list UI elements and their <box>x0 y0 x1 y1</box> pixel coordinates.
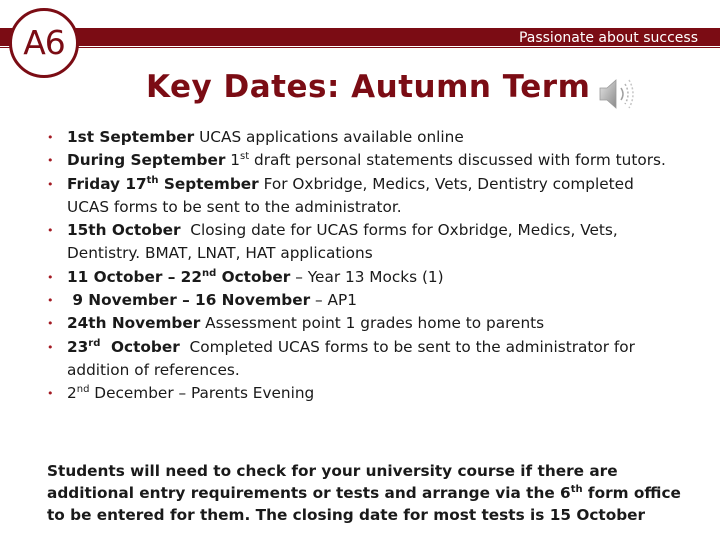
list-item <box>47 173 677 220</box>
header-divider <box>0 47 720 48</box>
date-description: 1 <box>225 151 240 170</box>
date-label: October <box>100 337 180 356</box>
list-item <box>47 126 677 149</box>
bullet-icon: • <box>47 131 54 144</box>
bullet-icon: • <box>47 294 54 308</box>
date-label: 9 November – 16 November <box>67 291 311 310</box>
date-label: 24th November <box>67 314 201 333</box>
bullet-icon: • <box>47 224 54 238</box>
ordinal-suffix: rd <box>88 337 101 349</box>
page-title: Key Dates: Autumn Term <box>146 69 591 105</box>
logo-text: A6 <box>23 23 65 62</box>
ordinal-suffix: nd <box>76 384 90 396</box>
tagline: Passionate about success <box>518 30 698 46</box>
date-label: During September <box>67 151 226 170</box>
date-label: 11 October – 22 <box>67 267 202 286</box>
footer-note <box>47 460 687 526</box>
list-item <box>47 219 677 266</box>
date-label: 23 <box>67 337 89 356</box>
list-item <box>47 336 677 383</box>
date-description: – Year 13 Mocks (1) <box>290 267 444 286</box>
speaker-icon[interactable] <box>598 76 638 112</box>
list-item <box>47 149 677 172</box>
bullet-icon: • <box>47 387 54 401</box>
date-label: Friday 17 <box>67 174 147 193</box>
date-label: October <box>216 267 291 286</box>
footer-text: Students will need to check for your university course if there are additional entry requirements or tests and arrange via the 6 <box>47 462 618 502</box>
list-item <box>47 289 677 312</box>
date-label: 2 <box>67 384 77 403</box>
date-description: Assessment point 1 grades home to parents <box>200 314 545 333</box>
bullet-icon: • <box>47 270 54 284</box>
date-label: 15th October <box>67 221 181 240</box>
date-label: 1st September <box>67 128 195 146</box>
bullet-icon: • <box>47 154 54 168</box>
date-description: Closing date for UCAS forms for Oxbridge, Medics, Vets, Dentistry. BMAT, LNAT, HAT applications <box>67 221 623 263</box>
date-description: For Oxbridge, Medics, Vets, Dentistry completed UCAS forms to be sent to the administrator. <box>67 174 634 216</box>
bullet-icon: • <box>47 340 54 354</box>
date-description: Completed UCAS forms to be sent to the administrator for addition of references. <box>67 337 640 379</box>
bullet-icon: • <box>47 317 54 331</box>
date-label: September <box>158 174 259 193</box>
ordinal-suffix: th <box>146 174 159 186</box>
list-item <box>47 382 677 405</box>
ordinal-suffix: th <box>570 484 583 495</box>
footer-text: form office to be entered for them. The closing date for most tests is 15 October <box>47 484 681 524</box>
bullet-icon: • <box>47 177 54 191</box>
list-item <box>47 266 677 289</box>
date-description: UCAS applications available online <box>194 128 464 146</box>
ordinal-suffix: nd <box>201 267 217 279</box>
ordinal-suffix: st <box>240 151 250 163</box>
date-description: – AP1 <box>310 291 357 310</box>
date-description: December – Parents Evening <box>89 384 315 403</box>
list-item <box>47 312 677 335</box>
key-dates-list <box>47 126 677 406</box>
date-description: draft personal statements discussed with form tutors. <box>249 151 666 170</box>
logo <box>9 8 79 78</box>
